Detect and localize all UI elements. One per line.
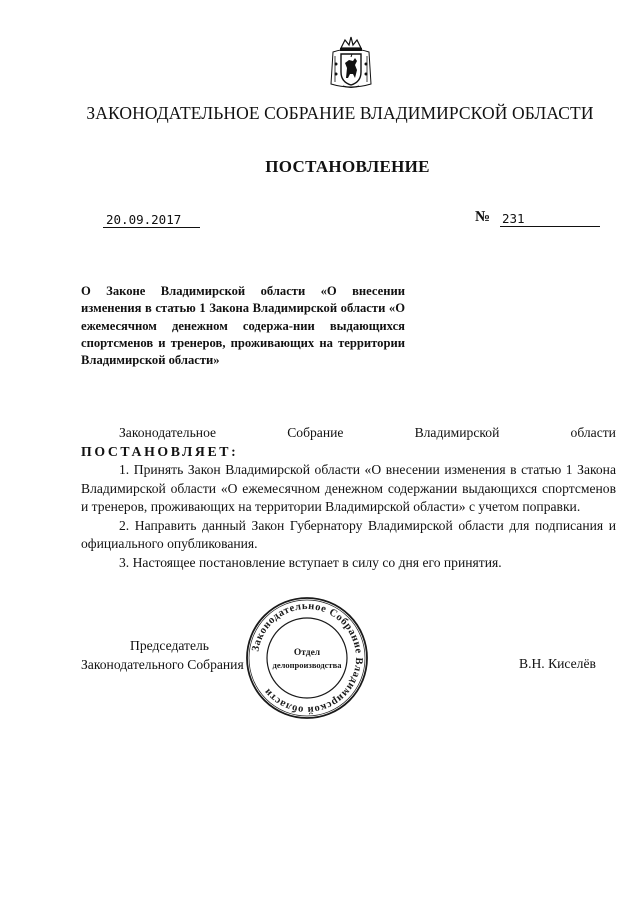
coat-of-arms-icon: [327, 34, 375, 90]
decree-item: 1. Принять Закон Владимирской области «О внесении изменения в статью 1 Закона Владимирской области «О ежемесячном денежном содержании выдающихся спортсменов и тренеров, проживающих на территории Владимирской области» с учетом поправки.: [81, 462, 616, 514]
signatory-name: В.Н. Киселёв: [519, 656, 596, 671]
decree-item: 2. Направить данный Закон Губернатору Владимирской области для подписания и официального опубликования.: [81, 517, 616, 551]
seal-center-line: делопроизводства: [272, 660, 342, 670]
decree-item: 3. Настоящее постановление вступает в силу со дня его принятия.: [119, 554, 502, 570]
intro-word: Законодательное: [119, 425, 217, 440]
intro-word: Собрание: [287, 425, 344, 440]
document-type-title: ПОСТАНОВЛЕНИЕ: [265, 157, 430, 176]
intro-word: Владимирской: [414, 425, 500, 440]
signatory-title: [81, 637, 244, 674]
signatory-title-line: Председатель: [130, 638, 209, 653]
document-subject: О Законе Владимирской области «О внесении изменения в статью 1 Закона Владимирской области «О ежемесячном денежном содержа-нии выдающихся спортсменов и тренеров, проживающих на территории Владимирской области»: [81, 284, 405, 368]
intro-word: области: [570, 425, 616, 440]
document-body: [81, 424, 616, 572]
seal-center-line: Отдел: [293, 648, 321, 658]
intro-line: [81, 424, 616, 443]
seal-ring-text: Законодательное Собрание Владимирской области: [250, 600, 365, 716]
signatory-title-line: Законодательного Собрания: [81, 656, 244, 672]
official-seal-stamp: [244, 595, 370, 721]
organization-title: ЗАКОНОДАТЕЛЬНОЕ СОБРАНИЕ ВЛАДИМИРСКОЙ ОБЛАСТИ: [86, 103, 594, 123]
document-number: 231: [500, 211, 600, 227]
document-date: 20.09.2017: [103, 212, 200, 228]
decree-heading: ПОСТАНОВЛЯЕТ:: [81, 443, 239, 459]
number-label: №: [475, 209, 491, 225]
